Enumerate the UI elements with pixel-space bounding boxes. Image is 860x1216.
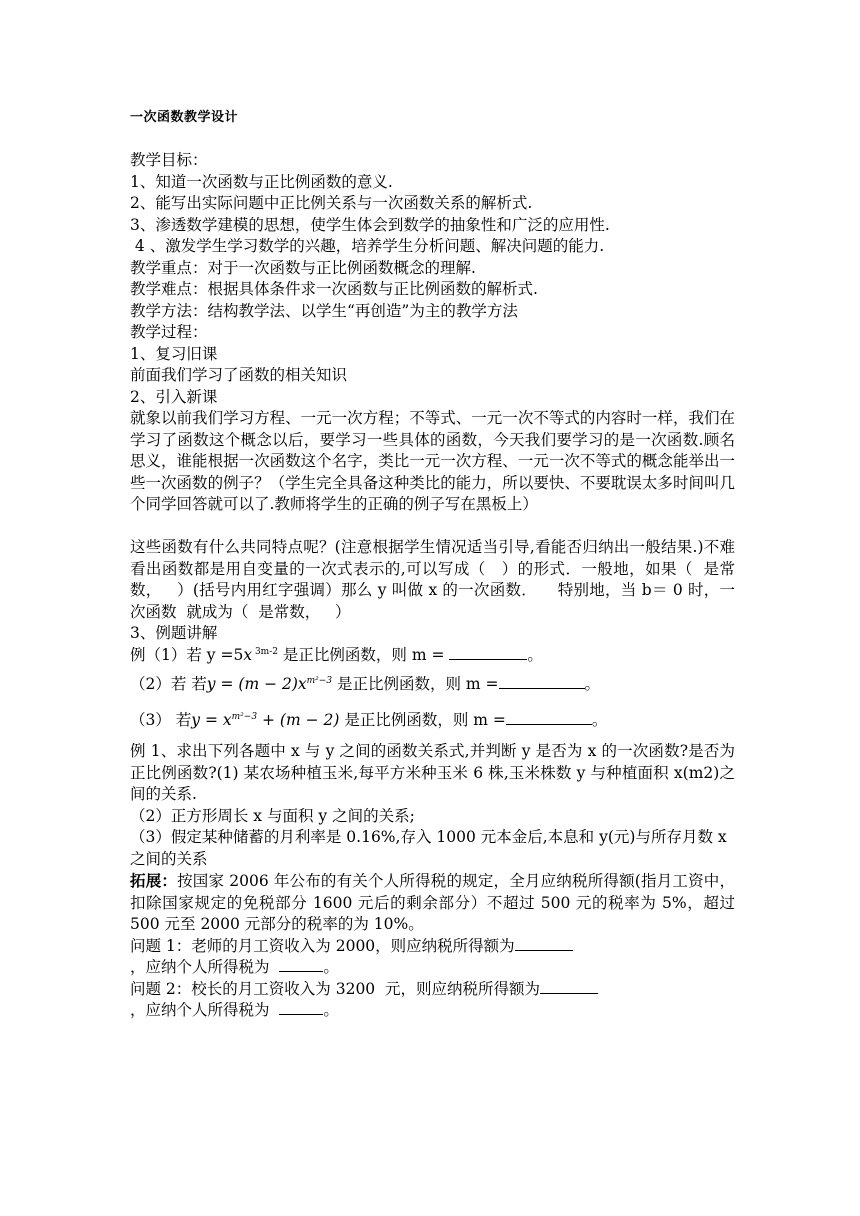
question-1: 问题 1：老师的月工资收入为 2000，则应纳税所得额为，应纳个人所得税为 。 xyxy=(130,936,735,979)
answer-blank[interactable] xyxy=(515,936,573,951)
example-3-line: （3） 若$y = x^{m^2-3} + (m - 2)$ 是正比例函数，则 m = 。 xyxy=(130,710,608,729)
answer-blank[interactable] xyxy=(279,957,323,972)
step-1: 1、复习旧课 xyxy=(130,344,218,363)
example-2-line: （2）若 若$y = (m - 2)x^{m^2-3}$ 是正比例函数，则 m = 。 xyxy=(130,675,601,693)
example-1-problem: 例 1、求出下列各题中 x 与 y 之间的函数关系式,并判断 y 是否为 x 的一次函数?是否为正比例函数?(1) 某农场种植玉米,每平方米种玉米 6 株,玉米株数 y 与种植面积 x(m2)之间的关系. xyxy=(130,742,735,803)
answer-blank[interactable] xyxy=(279,1000,323,1015)
goal-3: 3、渗透数学建模的思想，使学生体会到数学的抽象性和广泛的应用性. xyxy=(130,215,610,234)
goals-heading: 教学目标： xyxy=(130,151,208,169)
step-2-text: 就象以前我们学习方程、一元一次方程；不等式、一元一次不等式的内容时一样，我们在学习了函数这个概念以后，要学习一些具体的函数，今天我们要学习的是一次函数.顾名思义，谁能根据一次函数这个名字，类比一元一次方程、一元一次不等式的概念能举出一些一次函数的例子？（学生完全具备这种类比的能力，所以要快、不要耽误太多时间叫几个同学回答就可以了.教师将学生的正确的例子写在黑板上） xyxy=(130,409,735,513)
difficult-point: 教学难点：根据具体条件求一次函数与正比例函数的解析式. xyxy=(130,280,538,298)
step-3: 3、例题讲解 xyxy=(130,624,218,642)
answer-blank[interactable] xyxy=(499,674,585,689)
step-1-text: 前面我们学习了函数的相关知识 xyxy=(130,366,348,384)
document-title: 一次函数教学设计 xyxy=(130,110,239,125)
goal-1: 1、知道一次函数与正比例函数的意义. xyxy=(130,172,393,191)
example-1-line: 例（1）若 y =5x $^{3m-2}$ 是正比例函数，则 m = 。 xyxy=(130,645,543,664)
answer-blank[interactable] xyxy=(449,645,527,660)
question-2: 问题 2：校长的月工资收入为 3200 元，则应纳税所得额为，应纳个人所得税为 。 xyxy=(130,979,735,1022)
key-point: 教学重点：对于一次函数与正比例函数概念的理解. xyxy=(130,258,476,277)
example-1-part-3: （3）假定某种储蓄的月利率是 0.16%,存入 1000 元本金后,本息和 y(元)与所存月数 x 之间的关系 xyxy=(130,828,727,868)
goal-4: 4 、激发学生学习数学的兴趣，培养学生分析问题、解决问题的能力. xyxy=(130,237,605,255)
common-features-text: 这些函数有什么共同特点呢？(注意根据学生情况适当引导,看能否归纳出一般结果.)不难看出函数都是用自变量的一次式表示的,可以写成（ ）的形式．一般地，如果（ 是常数， ）(括号内用红字强调）那么 y 叫做 x 的一次函数． 特别地，当 b＝ 0 时，一次函数 就成为（ 是常数， ） xyxy=(130,538,735,621)
goal-2: 2、能写出实际问题中正比例关系与一次函数关系的解析式. xyxy=(130,194,533,212)
step-2: 2、引入新课 xyxy=(130,387,218,406)
process-heading: 教学过程： xyxy=(130,323,208,341)
answer-blank[interactable] xyxy=(540,979,598,994)
document-body xyxy=(130,150,735,1022)
extension-paragraph: 拓展：按国家 2006 年公布的有关个人所得税的规定，全月应纳税所得额(指月工资中，扣除国家规定的免税部分 1600 元后的剩余部分）不超过 500 元的税率为 5%，超过 500 元至 2000 元部分的税率的为 10%。 xyxy=(130,871,735,933)
example-1-part-2: （2）正方形周长 x 与面积 y 之间的关系; xyxy=(130,806,415,825)
teaching-method: 教学方法：结构教学法、以学生“再创造”为主的教学方法 xyxy=(130,301,518,320)
answer-blank[interactable] xyxy=(506,710,592,725)
